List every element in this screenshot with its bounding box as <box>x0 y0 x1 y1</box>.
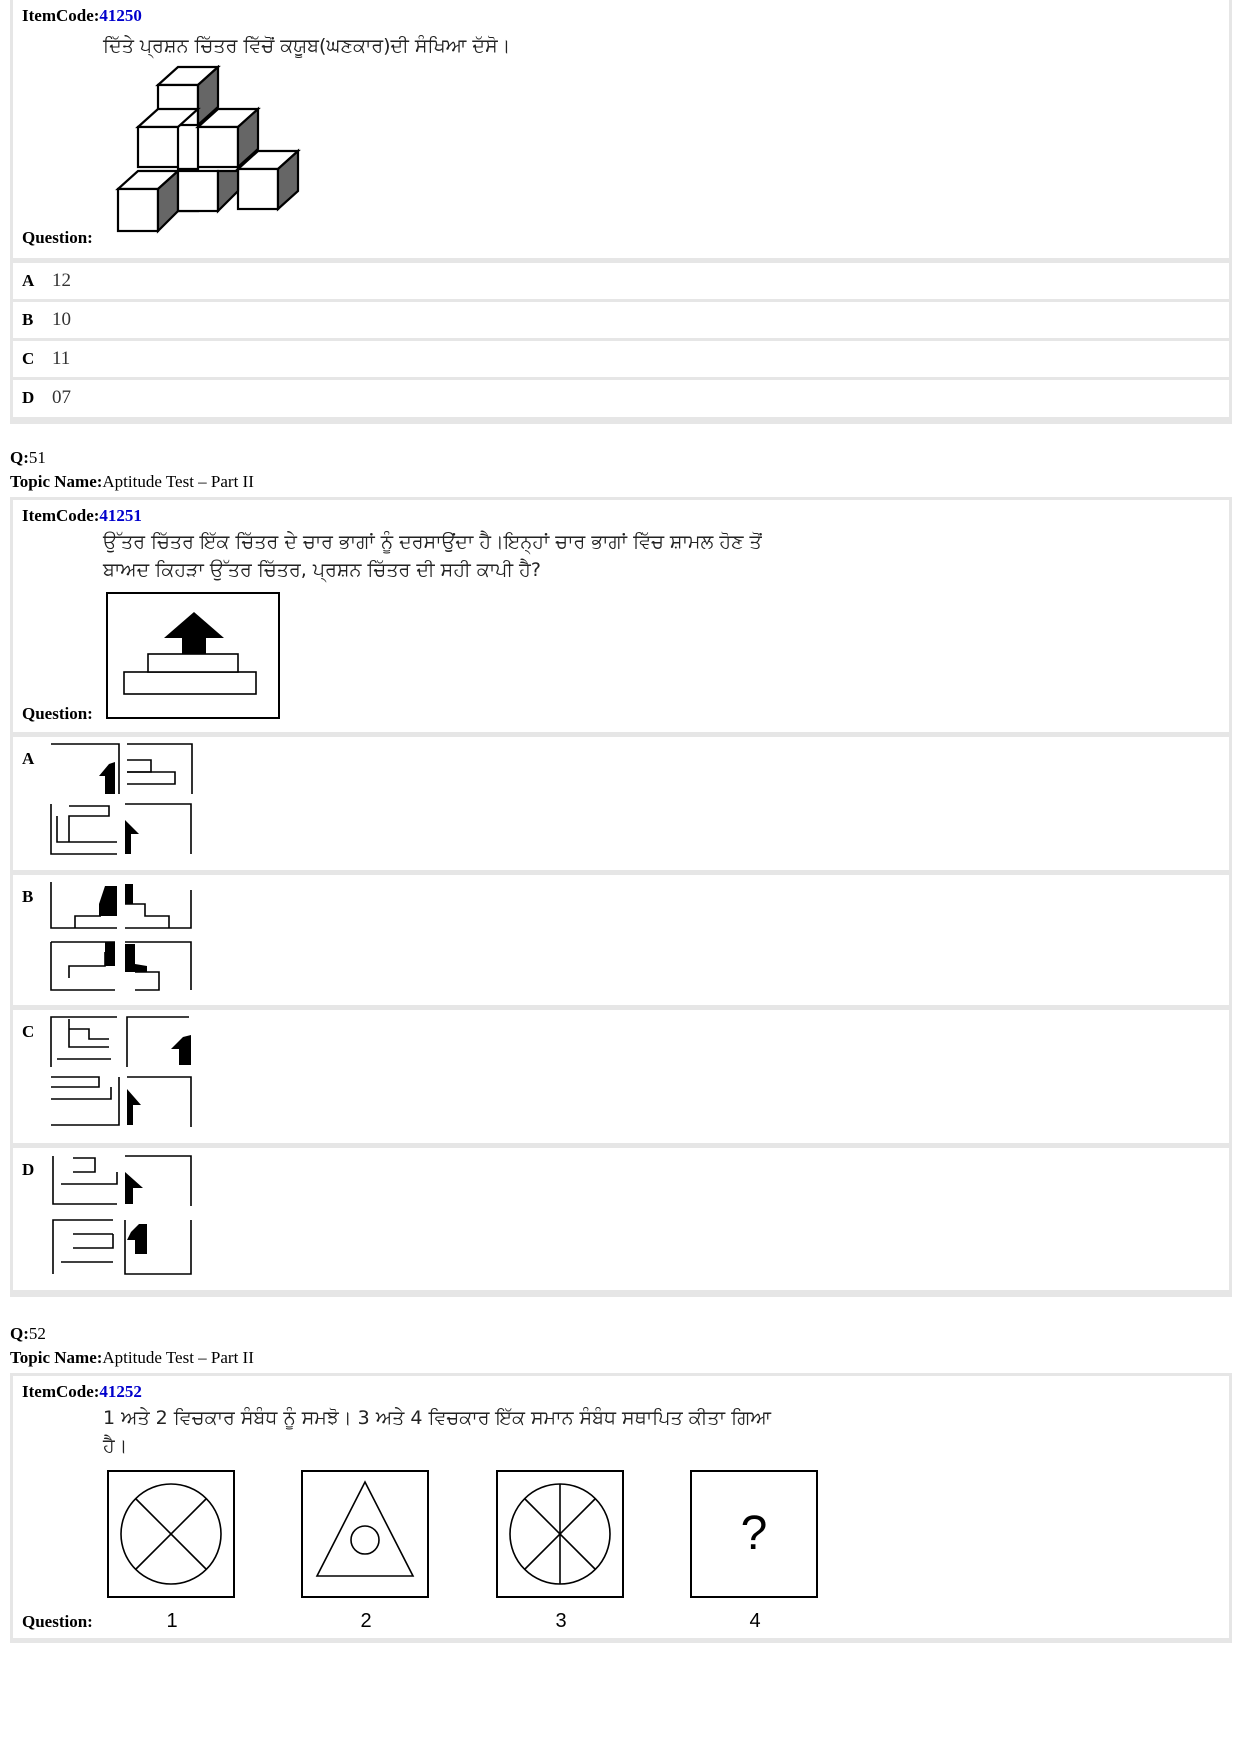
option-cell <box>44 263 1229 299</box>
item-code-value: 41252 <box>99 1382 142 1401</box>
cube-stack-figure <box>108 65 308 245</box>
question-label: Question: <box>22 1612 93 1631</box>
figure-label-3: 3 <box>555 1610 567 1632</box>
question-label: Question: <box>22 228 93 247</box>
figure-2-triangle-circle <box>301 1470 431 1600</box>
question-block-41250 <box>10 0 1232 424</box>
question-label: Question: <box>22 704 93 723</box>
question-row <box>13 500 1229 732</box>
option-row-b[interactable] <box>13 875 1229 1005</box>
q-label: Q: <box>10 448 29 467</box>
option-row-a[interactable] <box>13 737 1229 870</box>
option-row-d[interactable] <box>13 1148 1229 1290</box>
question-text-line: ਹੈ। <box>103 1435 128 1457</box>
figure-1-circle-cross <box>107 1470 237 1600</box>
option-letter: C <box>13 1010 41 1143</box>
option-row-d[interactable] <box>13 380 1229 417</box>
option-letter: D <box>13 380 41 417</box>
option-letter: B <box>13 875 41 1005</box>
question-text <box>103 528 762 584</box>
topic-name <box>10 472 254 492</box>
q-number: 51 <box>28 448 46 467</box>
option-cell <box>44 737 1229 870</box>
option-row-b[interactable] <box>13 302 1229 338</box>
q-number: 52 <box>28 1324 46 1343</box>
question-text <box>103 1404 771 1460</box>
question-text-line: 1 ਅਤੇ 2 ਵਿਚਕਾਰ ਸੰਬੰਧ ਨੂੰ ਸਮਝੋ। 3 ਅਤੇ 4 ਵਿਚਕਾਰ ਇੱਕ ਸਮਾਨ ਸੰਬੰਧ ਸਥਾਪਿਤ ਕੀਤਾ ਗਿਆ <box>103 1407 772 1429</box>
option-cell <box>44 875 1229 1005</box>
figure-3-circle-segments <box>496 1470 626 1600</box>
option-row-c[interactable] <box>13 341 1229 377</box>
option-value: 11 <box>52 348 71 369</box>
option-cell <box>44 1010 1229 1143</box>
question-text <box>103 32 510 60</box>
item-code-label: ItemCode: <box>22 1382 100 1401</box>
option-letter: D <box>13 1148 41 1290</box>
option-b-figure <box>49 880 219 1002</box>
option-c-figure <box>49 1015 219 1137</box>
option-cell <box>44 1148 1229 1290</box>
option-letter: A <box>13 737 41 870</box>
question-number <box>10 1324 46 1344</box>
item-code <box>22 1382 142 1402</box>
option-row-a[interactable] <box>13 263 1229 299</box>
figure-label-2: 2 <box>360 1610 372 1632</box>
item-code <box>22 506 142 526</box>
question-row <box>13 1376 1229 1638</box>
option-value: 12 <box>52 270 71 291</box>
figure-label-1: 1 <box>166 1610 178 1632</box>
question-number <box>10 448 46 468</box>
option-value: 07 <box>52 387 71 408</box>
option-cell <box>44 380 1229 417</box>
option-d-figure <box>49 1154 219 1282</box>
option-cell <box>44 341 1229 377</box>
question-row <box>13 0 1229 258</box>
question-block-41251 <box>10 497 1232 1297</box>
option-letter: C <box>13 341 41 377</box>
option-cell <box>44 302 1229 338</box>
item-code-label: ItemCode: <box>22 506 100 525</box>
question-text-line: ਦਿੱਤੇ ਪ੍ਰਸ਼ਨ ਚਿੱਤਰ ਵਿੱਚੋਂ ਕਯੂਬ(ਘਣਕਾਰ)ਦੀ ਸੰਖਿਆ ਦੱਸੋ। <box>103 35 511 57</box>
question-block-41252 <box>10 1373 1232 1643</box>
question-text-line: ਉੱਤਰ ਚਿੱਤਰ ਇੱਕ ਚਿੱਤਰ ਦੇ ਚਾਰ ਭਾਗਾਂ ਨੂੰ ਦਰਸਾਉਂਦਾ ਹੈ।ਇਨ੍ਹਾਂ ਚਾਰ ਭਾਗਾਂ ਵਿੱਚ ਸ਼ਾਮਲ ਹੋਣ ਤੋਂ <box>103 531 762 553</box>
topic-label: Topic Name: <box>10 472 103 491</box>
arrow-steps-figure <box>106 592 282 720</box>
topic-label: Topic Name: <box>10 1348 103 1367</box>
item-code-value: 41250 <box>99 6 142 25</box>
q-label: Q: <box>10 1324 29 1343</box>
item-code-value: 41251 <box>99 506 142 525</box>
option-value: 10 <box>52 309 71 330</box>
option-letter: A <box>13 263 41 299</box>
option-a-figure <box>49 742 219 864</box>
item-code-label: ItemCode: <box>22 6 100 25</box>
topic-name <box>10 1348 254 1368</box>
option-row-c[interactable] <box>13 1010 1229 1143</box>
question-text-line: ਬਾਅਦ ਕਿਹੜਾ ਉੱਤਰ ਚਿੱਤਰ, ਪ੍ਰਸ਼ਨ ਚਿੱਤਰ ਦੀ ਸਹੀ ਕਾਪੀ ਹੈ? <box>103 559 541 581</box>
topic-value: Aptitude Test – Part II <box>102 472 254 491</box>
option-letter: B <box>13 302 41 338</box>
unknown-mark: ? <box>740 1507 768 1560</box>
item-code <box>22 6 142 26</box>
topic-value: Aptitude Test – Part II <box>102 1348 254 1367</box>
figure-label-4: 4 <box>749 1610 761 1632</box>
